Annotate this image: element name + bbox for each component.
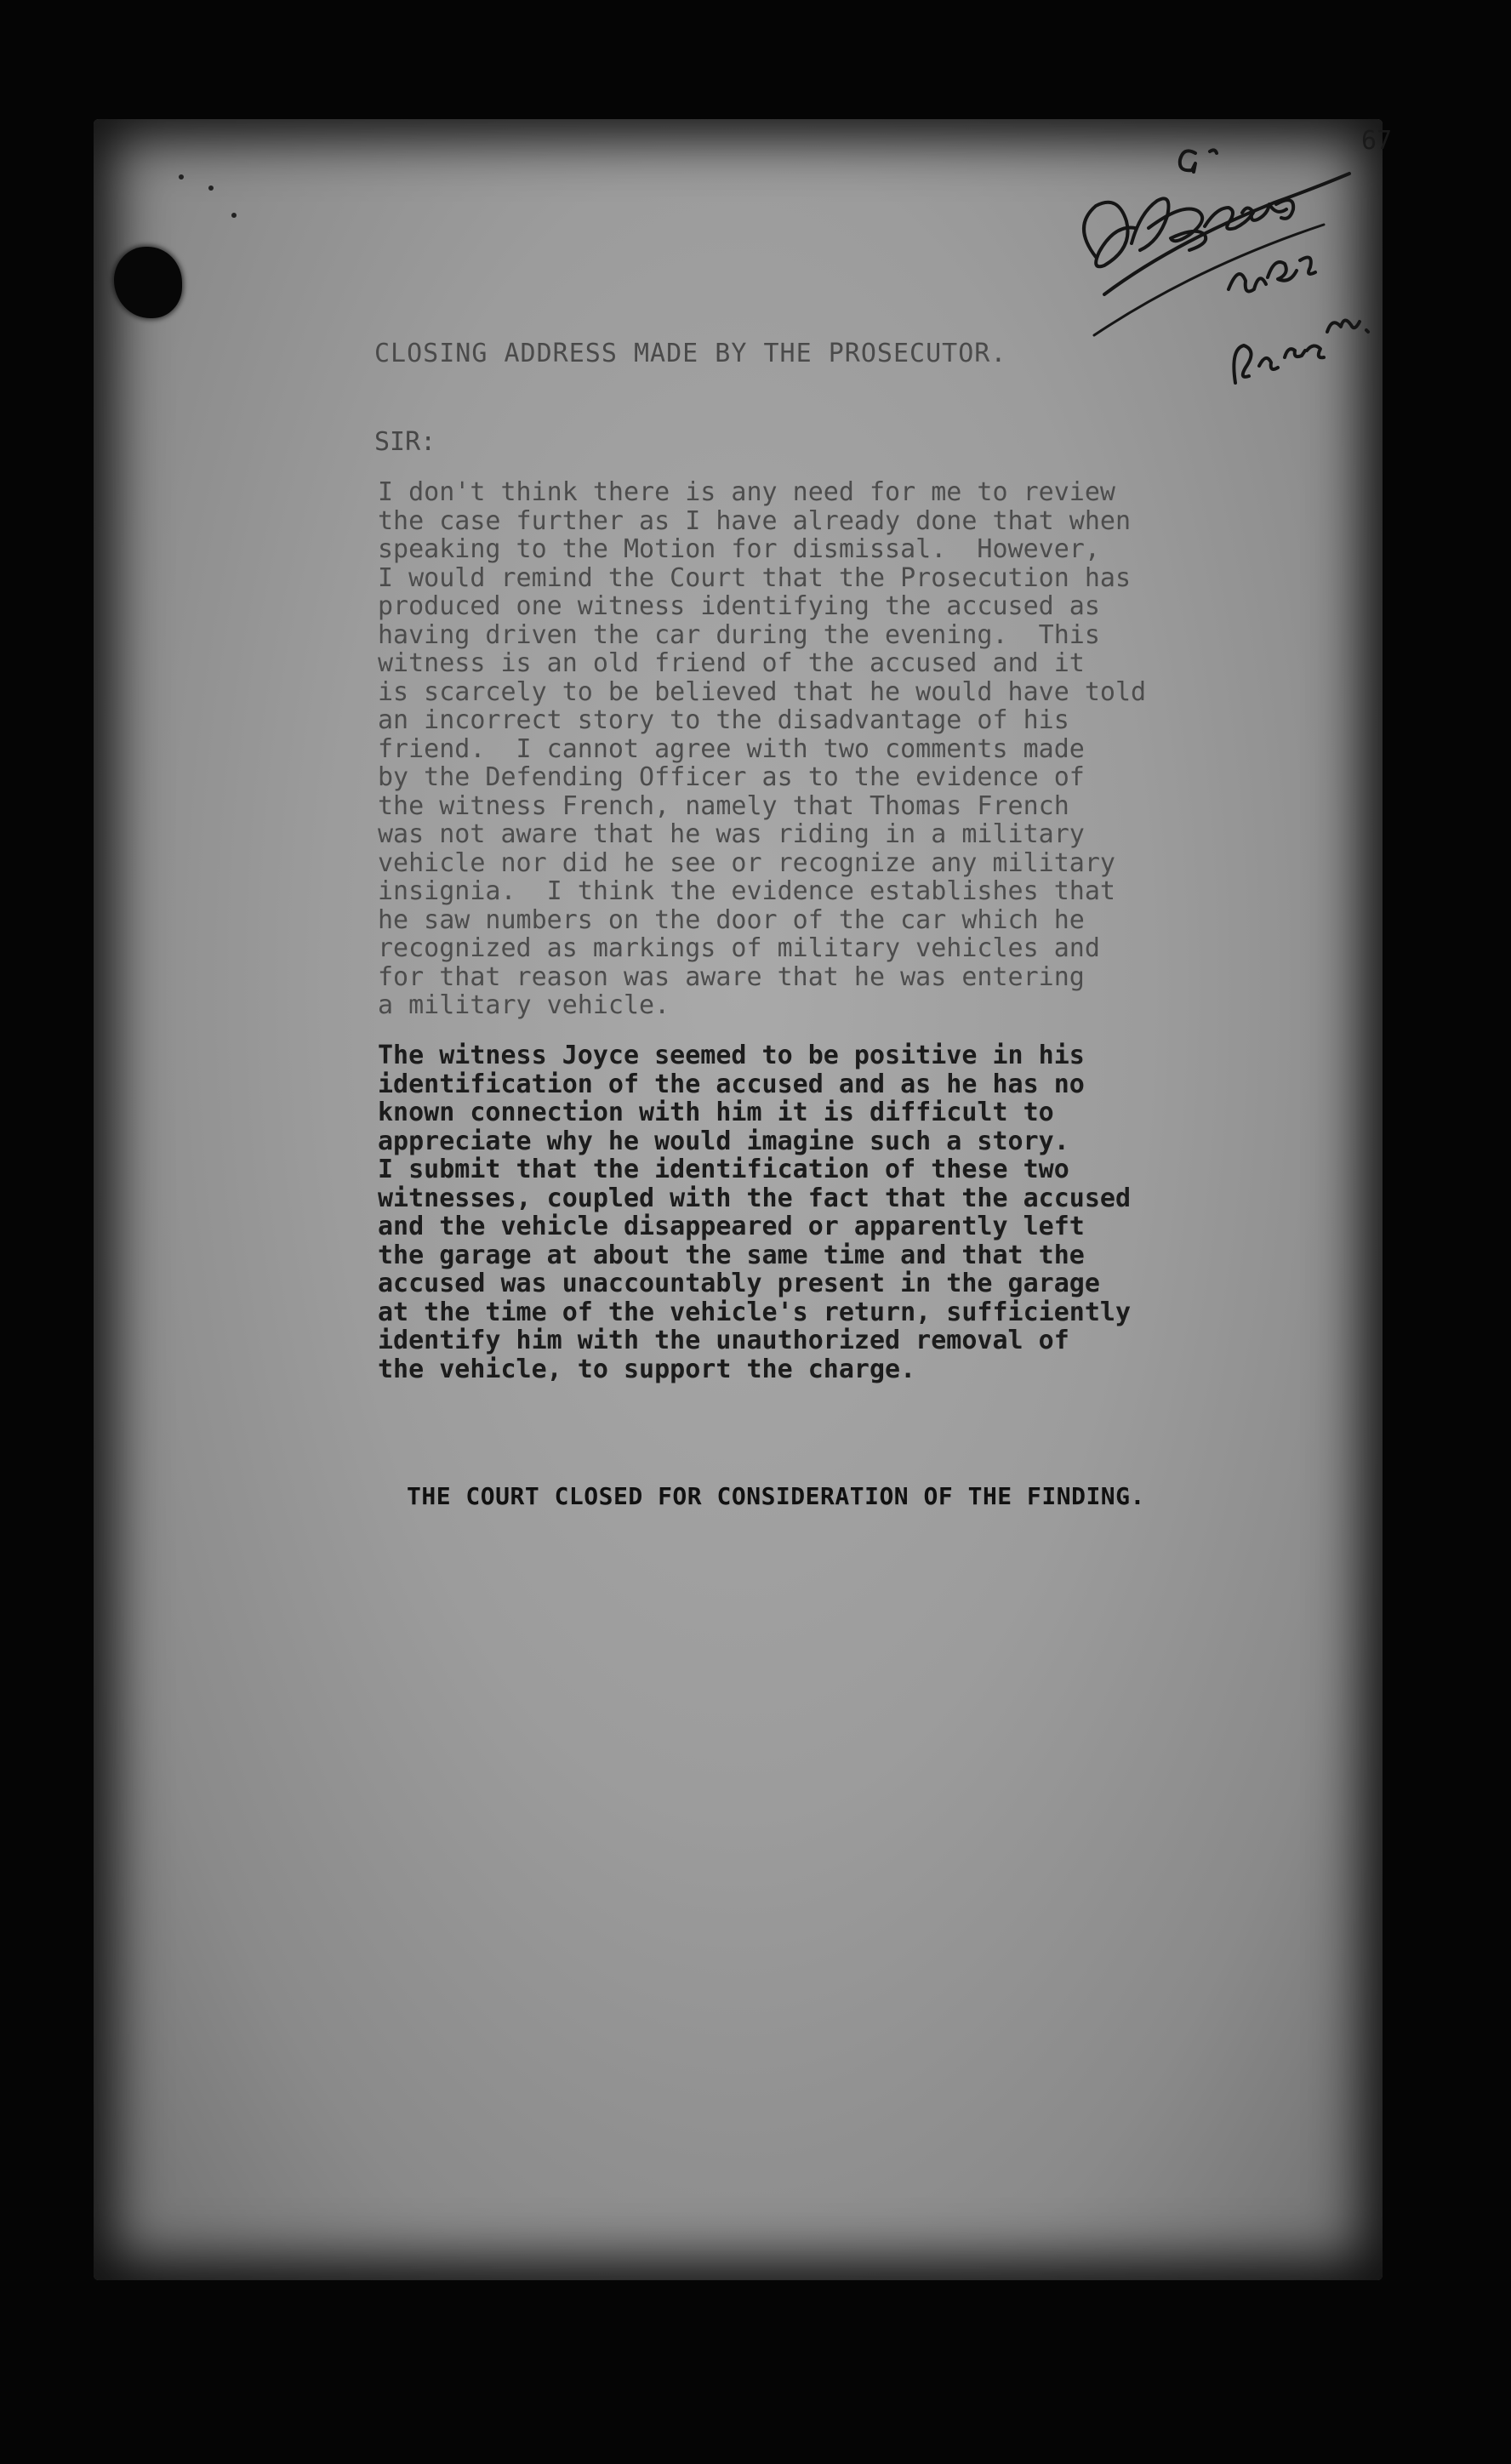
signature-drawing <box>1012 128 1404 459</box>
closing-statement: THE COURT CLOSED FOR CONSIDERATION OF THE FINDING. <box>407 1482 1145 1510</box>
speck <box>208 185 214 191</box>
handwritten-signature <box>1012 128 1404 459</box>
paragraph-1: I don't think there is any need for me to review the case further as I have already done that when speaking to the Motion for dismissal. However, I would remind the Court that the Prosecution has produced one witness identifying the accused as having driven the car during the evening. This witness is an old friend of the accused and it is scarcely to be believed that he would have told an incorrect story to the disadvantage of his friend. I cannot agree with two comments made by the Defending Officer as to the evidence of the witness French, namely that Thomas French was not aware that he was riding in a military vehicle nor did he see or recognize any military insignia. I think the evidence establishes that he saw numbers on the door of the car which he recognized as markings of military vehicles and for that reason was aware that he was entering a military vehicle. <box>378 477 1147 1020</box>
document-heading: CLOSING ADDRESS MADE BY THE PROSECUTOR. <box>374 339 1007 368</box>
paragraph-2: The witness Joyce seemed to be positive in his identification of the accused and as he has no known connection with him it is difficult to appreciate why he would imagine such a story. I submit that the identification of these two witnesses, coupled with the fact that the accused and the vehicle disappeared or apparently left the garage at about the same time and that the accused was unaccountably present in the garage at the time of the vehicle's return, sufficiently identify him with the unauthorized removal of the vehicle, to support the charge. <box>378 1041 1132 1384</box>
speck <box>179 174 184 180</box>
salutation: SIR: <box>374 427 436 457</box>
mark-g <box>1180 151 1195 172</box>
speck <box>231 213 237 218</box>
page-number: 67 <box>1361 126 1393 156</box>
